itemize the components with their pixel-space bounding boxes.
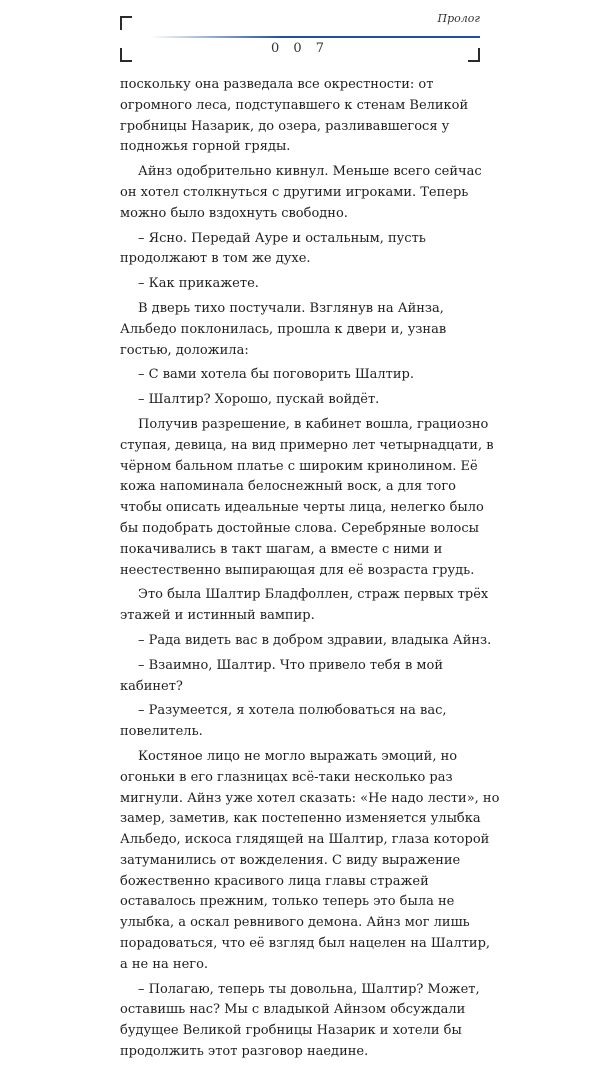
paragraph: Это была Шалтир Бладфоллен, страж первых трёх этажей и истинный вампир. [120, 587, 489, 624]
dialogue-line: – С вами хотела бы поговорить Шалтир. [138, 367, 414, 383]
dialogue-line: – Ясно. Передай Ауре и остальным, пусть продолжают в том же духе. [120, 230, 426, 267]
paragraph: Получив разрешение, в кабинет вошла, грациозно ступая, девица, на вид примерно лет четырнадцати, в чёрном бальном платье с широким кринолином. Её кожа напоминала белоснежный воск, а для того чтобы описать идеальные черты лица, нелегко было бы подобрать достойные слова. Серебряные волосы покачивались в такт шагам, а вместе с ними и неестественно выпирающая для её возраста грудь. [120, 416, 494, 578]
paragraph: Айнз одобрительно кивнул. Меньше всего сейчас он хотел столкнуться с другими игроками. Теперь можно было вздохнуть свободно. [120, 164, 482, 221]
body-text [120, 75, 500, 1067]
dialogue-line: – Полагаю, теперь ты довольна, Шалтир? Может, оставишь нас? Мы с владыкой Айнзом обсуждали будущее Великой гробницы Назарик и хотели бы продолжить этот разговор наедине. [120, 981, 480, 1060]
paragraph: В дверь тихо постучали. Взглянув на Айнза, Альбедо поклонилась, прошла к двери и, узнав гостью, доложила: [120, 300, 447, 358]
corner-mark-top-left [120, 16, 132, 30]
page-number: 0 0 7 [270, 41, 330, 56]
dialogue-line: – Взаимно, Шалтир. Что привело тебя в мой кабинет? [120, 657, 444, 694]
dialogue-line: – Рада видеть вас в добром здравии, владыка Айнз. [138, 632, 492, 648]
header-rule [150, 36, 480, 38]
running-header: Пролог [437, 12, 480, 25]
dialogue-line: – Как прикажете. [138, 276, 259, 292]
paragraph: Костяное лицо не могло выражать эмоций, но огоньки в его глазницах всё-таки несколько раз мигнули. Айнз уже хотел сказать: «Не надо лести», но замер, заметив, как постепенно изменяется улыбка Альбедо, искоса глядящей на Шалтир, глаза которой затуманились от вожделения. С виду выражение божественно красивого лица главы стражей оставалось прежним, только теперь это была не улыбка, а оскал ревнивого демона. Айнз мог лишь порадоваться, что её взгляд был нацелен на Шалтир, а не на него. [120, 748, 500, 972]
paragraph: поскольку она разведала все окрестности: от огромного леса, подступавшего к стенам Великой гробницы Назарик, до озера, разливавшегося у подножья горной гряды. [120, 77, 469, 155]
dialogue-line: – Разумеется, я хотела полюбоваться на вас, повелитель. [120, 703, 447, 740]
dialogue-line: – Шалтир? Хорошо, пускай войдёт. [138, 392, 380, 408]
